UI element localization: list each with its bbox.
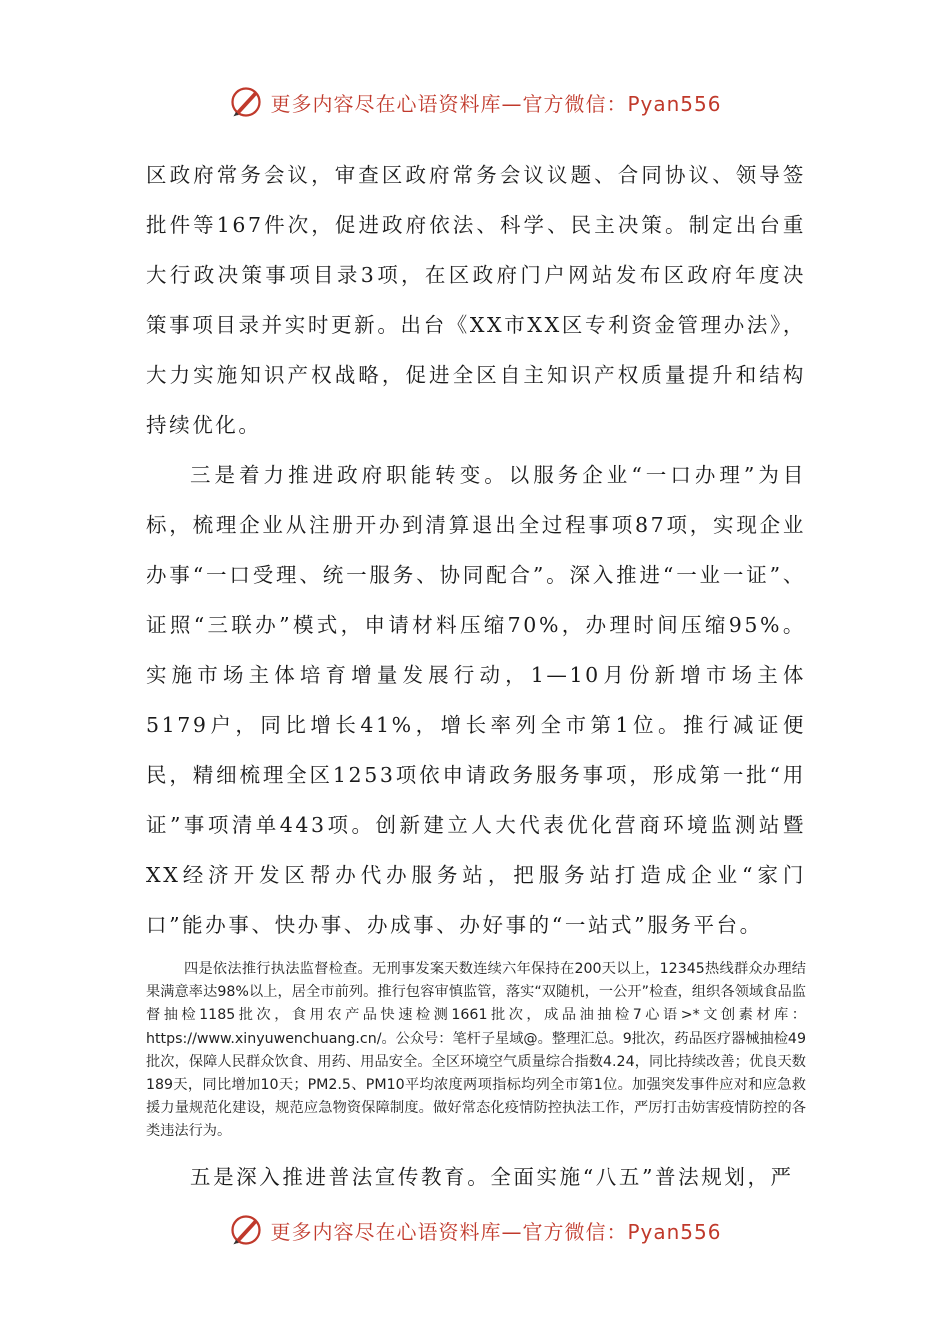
header-banner — [0, 80, 950, 124]
pen-logo-icon — [228, 84, 264, 120]
paragraph-government-functions: 三是着力推进政府职能转变。以服务企业“一口办理”为目标，梳理企业从注册开办到清算退出全过程事项87项，实现企业办事“一口受理、统一服务、协同配合”。深入推进“一业一证”、证照“三联办”模式，申请材料压缩70%，办理时间压缩95%。实施市场主体培育增量发展行动，1—10月份新增市场主体5179户，同比增长41%，增长率列全市第1位。推行减证便民，精细梳理全区1253项依申请政务服务事项，形成第一批“用证”事项清单443项。创新建立人大代表优化营商环境监测站暨XX经济开发区帮办代办服务站，把服务站打造成企业“家门口”能办事、快办事、办成事、办好事的“一站式”服务平台。 — [146, 463, 806, 937]
paragraph-law-enforcement: 四是依法推行执法监督检查。无刑事发案天数连续六年保持在200天以上，12345热线群众办理结果满意率达98%以上，居全市前列。推行包容审慎监管，落实“双随机，一公开”检查，组织各领域食品监督抽检1185批次，食用农产品快速检测1661批次，成品油抽检7心语>*文创素材库：https://www.xinyuwenchuang.cn/。公众号：笔杆子星域@。整理汇总。9批次，药品医疗器械抽检49批次，保障人民群众饮食、用药、用品安全。全区环境空气质量综合指数4.24，同比持续改善；优良天数189天，同比增加10天；PM2.5、PM10平均浓度两项指标均列全市第1位。加强突发事件应对和应急救援力量规范化建设，规范应急物资保障制度。做好常态化疫情防控执法工作，严厉打击妨害疫情防控的各类违法行为。 — [146, 961, 806, 1140]
pen-logo-icon — [228, 1212, 264, 1248]
footer-banner — [0, 1208, 950, 1252]
header-banner-text: 更多内容尽在心语资料库—官方微信：Pyan556 — [270, 91, 722, 116]
document-body — [146, 150, 806, 1202]
paragraph-legal-education: 五是深入推进普法宣传教育。全面实施“八五”普法规划，严 — [190, 1164, 794, 1189]
paragraph-continuation: 区政府常务会议，审查区政府常务会议议题、合同协议、领导签批件等167件次，促进政府依法、科学、民主决策。制定出台重大行政决策事项目录3项，在区政府门户网站发布区政府年度决策事项目录并实时更新。出台《XX市XX区专利资金管理办法》，大力实施知识产权战略，促进全区自主知识产权质量提升和结构持续优化。 — [146, 163, 806, 437]
footer-banner-text: 更多内容尽在心语资料库—官方微信：Pyan556 — [270, 1219, 722, 1244]
